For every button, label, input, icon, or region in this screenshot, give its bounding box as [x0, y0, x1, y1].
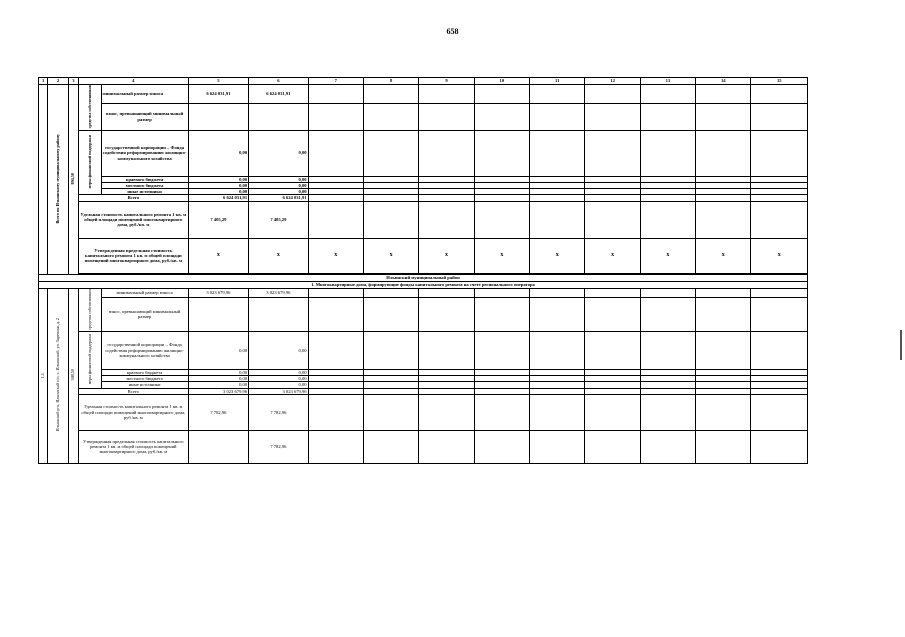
empty-cell [640, 130, 695, 176]
value-cell [249, 297, 308, 331]
header-cell: 5 [188, 78, 248, 85]
header-cell: 8 [363, 78, 418, 85]
empty-cell [751, 130, 808, 176]
district-row [39, 274, 808, 281]
empty-cell [696, 288, 751, 297]
row-label: минимальный размер взноса [101, 288, 188, 297]
value-cell: 7 782,96 [249, 430, 308, 463]
value-cell: 0,00 [249, 376, 308, 382]
empty-cell [640, 103, 695, 130]
empty-cell [308, 103, 363, 130]
empty-cell [585, 331, 640, 369]
empty-cell [585, 394, 640, 430]
empty-cell [530, 130, 585, 176]
empty-cell [530, 297, 585, 331]
row-label: иные источники [101, 382, 188, 388]
empty-cell [474, 201, 529, 238]
district-title: Ильинский муниципальный район [39, 274, 808, 281]
value-cell: 0,00 [188, 331, 248, 369]
empty-cell [640, 288, 695, 297]
empty-cell [585, 130, 640, 176]
empty-cell [308, 297, 363, 331]
header-cell: 4 [78, 78, 188, 85]
empty-cell [751, 288, 808, 297]
empty-cell [751, 430, 808, 463]
area-cell: 894,50 [68, 85, 78, 275]
value-cell [188, 297, 248, 331]
table-row [39, 238, 808, 273]
empty-cell [640, 85, 695, 104]
x-cell: x [474, 238, 529, 273]
empty-cell [696, 331, 751, 369]
empty-cell [751, 103, 808, 130]
empty-cell [530, 201, 585, 238]
address-cell: Ильинский р-н, Ильинский с/п, с. Ильинский, ул. Заречная, д. 2 [48, 288, 69, 463]
empty-cell [696, 394, 751, 430]
value-cell: 7 405,29 [188, 201, 248, 238]
x-cell: x [530, 238, 585, 273]
empty-cell [308, 331, 363, 369]
empty-cell [419, 201, 474, 238]
x-cell: x [188, 238, 248, 273]
empty-cell [696, 130, 751, 176]
row-label: Всего [78, 195, 188, 201]
empty-cell [308, 288, 363, 297]
header-cell: 13 [640, 78, 695, 85]
empty-cell [585, 103, 640, 130]
empty-cell [585, 85, 640, 104]
row-label: Утвержденная предельная стоимость капитального ремонта 1 кв. м общей площади помещений многоквартирного дома, руб./кв. м [78, 238, 188, 273]
row-number: 1.1 [39, 288, 48, 463]
value-cell: 0,00 [249, 369, 308, 375]
empty-cell [751, 394, 808, 430]
group-support: меры финансовой поддержки [78, 130, 101, 195]
value-cell: 7 405,29 [249, 201, 308, 238]
empty-cell [530, 394, 585, 430]
x-cell: x [696, 238, 751, 273]
empty-cell [474, 297, 529, 331]
empty-cell [530, 103, 585, 130]
empty-cell [696, 201, 751, 238]
empty-cell [751, 297, 808, 331]
empty-cell [363, 85, 418, 104]
empty-cell [751, 85, 808, 104]
group-owners: средства собственников [78, 288, 101, 331]
empty-cell [585, 288, 640, 297]
empty-cell [530, 331, 585, 369]
empty-cell [585, 297, 640, 331]
value-cell: 0,00 [188, 382, 248, 388]
row-label: взнос, превышающий минимальный размер [101, 297, 188, 331]
value-cell: 0,00 [188, 189, 248, 195]
table-row [39, 103, 808, 130]
value-cell: 0,00 [249, 189, 308, 195]
empty-cell [585, 430, 640, 463]
value-cell: 0,00 [188, 130, 248, 176]
value-cell: 7 782,96 [188, 394, 248, 430]
empty-cell [363, 394, 418, 430]
row-label: местного бюджета [101, 182, 188, 188]
group-support: меры финансовой поддержки [78, 331, 101, 388]
x-cell: x [249, 238, 308, 273]
value-cell: 6 624 031,91 [249, 195, 308, 201]
value-cell: 3 023 679,96 [249, 388, 308, 394]
empty-cell [474, 288, 529, 297]
x-cell: x [308, 238, 363, 273]
empty-cell [474, 394, 529, 430]
empty-cell [419, 394, 474, 430]
empty-cell [640, 394, 695, 430]
row-label: иные источники [101, 189, 188, 195]
value-cell [249, 103, 308, 130]
empty-cell [696, 103, 751, 130]
empty-cell [530, 430, 585, 463]
row-label: краевого бюджета [101, 369, 188, 375]
value-cell: 0,00 [249, 182, 308, 188]
empty-cell [696, 297, 751, 331]
row-label: местного бюджета [101, 376, 188, 382]
empty-cell [640, 430, 695, 463]
header-cell: 15 [751, 78, 808, 85]
header-cell: 10 [474, 78, 529, 85]
section-row [39, 281, 808, 288]
empty-cell [363, 201, 418, 238]
value-cell: 0,00 [249, 176, 308, 182]
empty-cell [419, 297, 474, 331]
empty-cell [363, 331, 418, 369]
x-cell: x [419, 238, 474, 273]
empty-cell [474, 130, 529, 176]
table-row [39, 430, 808, 463]
table-row [39, 331, 808, 369]
empty-cell [474, 85, 529, 104]
empty-cell [308, 430, 363, 463]
value-cell: 7 782,96 [249, 394, 308, 430]
empty-cell [308, 201, 363, 238]
row-label: Удельная стоимость капитального ремонта 1 кв. м общей площади помещений многоквартирного дома, руб./кв. м [78, 394, 188, 430]
empty-cell [474, 103, 529, 130]
row-label: краевого бюджета [101, 176, 188, 182]
x-cell: x [751, 238, 808, 273]
value-cell: 6 624 031,91 [188, 85, 248, 104]
header-row [39, 78, 808, 85]
empty-cell [419, 430, 474, 463]
empty-cell [363, 288, 418, 297]
value-cell: 0,00 [188, 376, 248, 382]
value-cell: 6 624 031,91 [249, 85, 308, 104]
value-cell: 0,00 [249, 130, 308, 176]
area-cell: 388,50 [68, 288, 78, 463]
empty-cell [308, 85, 363, 104]
empty-cell [419, 331, 474, 369]
table-row [39, 394, 808, 430]
empty-cell [530, 288, 585, 297]
address-cell: Всего по Ильинскому муниципальному району [48, 85, 69, 275]
value-cell [188, 103, 248, 130]
empty-cell [419, 85, 474, 104]
table-row [39, 85, 808, 104]
header-cell: 7 [308, 78, 363, 85]
table-row [39, 130, 808, 176]
group-owners: средства собственников [78, 85, 101, 131]
table-row [39, 297, 808, 331]
value-cell: 3 023 679,96 [249, 288, 308, 297]
empty-cell [751, 331, 808, 369]
empty-cell [585, 201, 640, 238]
empty-cell [474, 331, 529, 369]
value-cell: 0,00 [188, 369, 248, 375]
empty-cell [363, 130, 418, 176]
row-label: минимальный размер взноса [101, 85, 188, 104]
value-cell: 6 624 031,91 [188, 195, 248, 201]
value-cell: 0,00 [188, 176, 248, 182]
scan-artifact [900, 330, 902, 360]
capital-repair-table [38, 77, 808, 464]
empty-cell [419, 288, 474, 297]
header-cell: 6 [249, 78, 308, 85]
row-label: Всего [78, 388, 188, 394]
empty-cell [640, 201, 695, 238]
empty-cell [308, 130, 363, 176]
header-cell: 9 [419, 78, 474, 85]
empty-cell [363, 297, 418, 331]
value-cell: 0,00 [249, 331, 308, 369]
empty-cell [419, 130, 474, 176]
x-cell: x [363, 238, 418, 273]
header-cell: 11 [530, 78, 585, 85]
page-number: 658 [446, 27, 459, 36]
x-cell: x [585, 238, 640, 273]
empty-cell [640, 297, 695, 331]
section-title: 1. Многоквартирные дома, формирующие фонды капитального ремонта на счете регионального оператора [39, 281, 808, 288]
row-label: государственной корпорации – Фонда содействия реформированию жилищно-коммунального хозяйства [101, 331, 188, 369]
header-cell: 12 [585, 78, 640, 85]
empty-cell [696, 430, 751, 463]
header-cell: 3 [68, 78, 78, 85]
header-cell: 14 [696, 78, 751, 85]
value-cell [188, 430, 248, 463]
row-number [39, 85, 48, 275]
empty-cell [640, 331, 695, 369]
value-cell: 3 023 679,96 [188, 288, 248, 297]
empty-cell [363, 430, 418, 463]
header-cell: 2 [48, 78, 69, 85]
empty-cell [363, 103, 418, 130]
empty-cell [530, 85, 585, 104]
row-label: Удельная стоимость капитального ремонта 1 кв. м общей площади помещений многоквартирного дома, руб./кв. м [78, 201, 188, 238]
row-label: Утвержденная предельная стоимость капитального ремонта 1 кв. м общей площади помещений многоквартирного дома, руб./кв. м [78, 430, 188, 463]
header-cell: 1 [39, 78, 48, 85]
empty-cell [696, 85, 751, 104]
table-row [39, 201, 808, 238]
empty-cell [474, 430, 529, 463]
table-row [39, 288, 808, 297]
empty-cell [751, 201, 808, 238]
row-label: взнос, превышающий минимальный размер [101, 103, 188, 130]
value-cell: 0,00 [188, 182, 248, 188]
row-label: государственной корпорации – Фонда содействия реформированию жилищно-коммунального хозяйства [101, 130, 188, 176]
value-cell: 3 023 679,96 [188, 388, 248, 394]
empty-cell [308, 394, 363, 430]
x-cell: x [640, 238, 695, 273]
empty-cell [419, 103, 474, 130]
value-cell: 0,00 [249, 382, 308, 388]
